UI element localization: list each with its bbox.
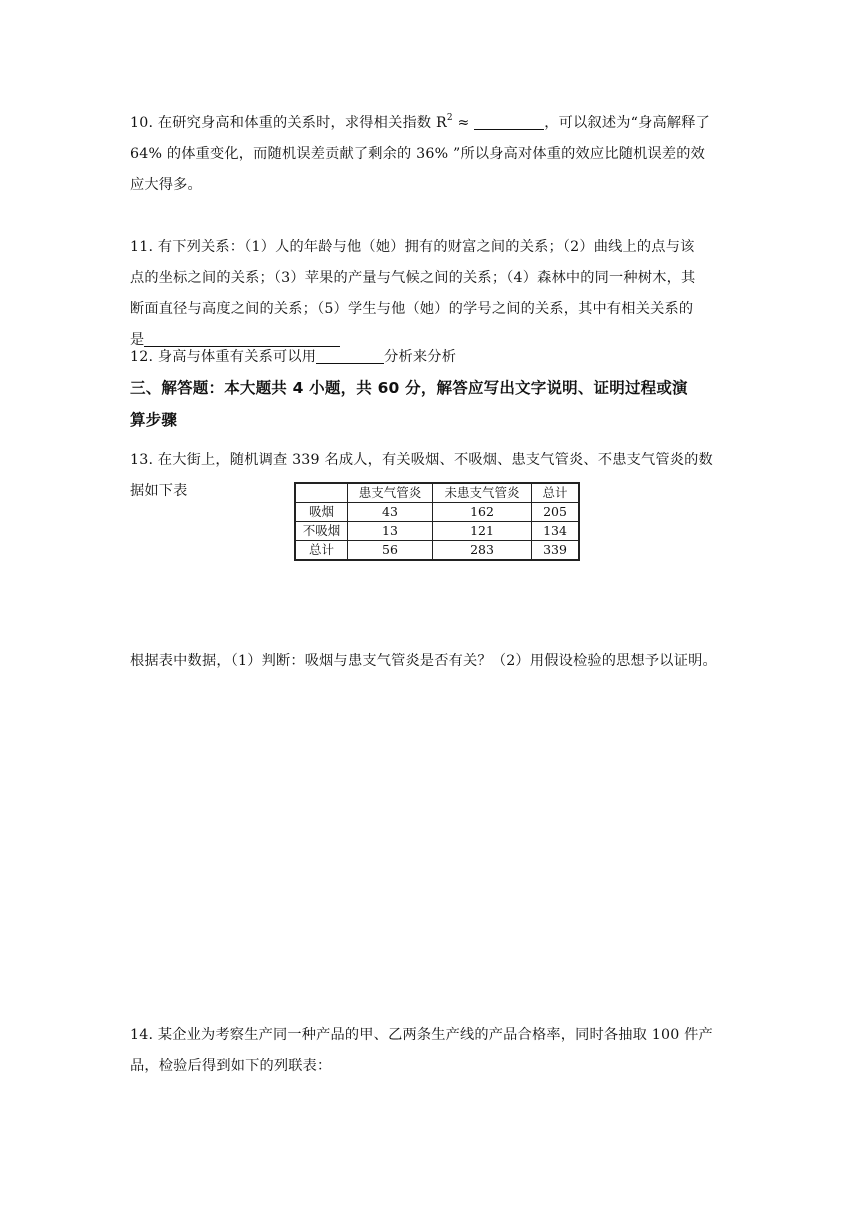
table-cell: 283	[433, 541, 532, 561]
table-header-cell: 未患支气管炎	[433, 483, 532, 503]
table-cell: 339	[532, 541, 580, 561]
q14-line-2: 品，检验后得到如下的列联表：	[130, 1058, 332, 1074]
table-row	[295, 503, 579, 522]
table-cell: 134	[532, 522, 580, 541]
question-12	[130, 342, 738, 373]
table-header-cell: 总计	[532, 483, 580, 503]
question-14	[130, 1020, 738, 1082]
q11-line-1: 11. 有下列关系：（1）人的年龄与他（她）拥有的财富之间的关系；（2）曲线上的点与该	[130, 239, 695, 255]
q14-line-1: 14. 某企业为考察生产同一种产品的甲、乙两条生产线的产品合格率，同时各抽取 100 件产	[130, 1027, 713, 1043]
q13-question	[130, 646, 750, 677]
table-cell: 不吸烟	[295, 522, 348, 541]
table-header-cell	[295, 483, 348, 503]
q13-question-line: 根据表中数据，（1）判断：吸烟与患支气管炎是否有关？（2）用假设检验的思想予以证明。	[130, 653, 717, 669]
table-row	[295, 522, 579, 541]
q12-line-1: 12. 身高与体重有关系可以用 分析来分析	[130, 349, 457, 365]
table-cell: 13	[348, 522, 433, 541]
question-10	[130, 108, 738, 201]
table-cell: 121	[433, 522, 532, 541]
q11-line-4: 是	[130, 325, 738, 356]
q11-line-3: 断面直径与高度之间的关系；（5）学生与他（她）的学号之间的关系，其中有相关关系的	[130, 301, 694, 317]
q10-answer-blank[interactable]	[474, 113, 544, 130]
table-cell: 162	[433, 503, 532, 522]
section-3-heading	[130, 372, 738, 436]
table-cell: 吸烟	[295, 503, 348, 522]
table-header-row	[295, 483, 579, 503]
q13-line-1: 13. 在大街上，随机调查 339 名成人，有关吸烟、不吸烟、患支气管炎、不患支气管炎的数	[130, 452, 713, 468]
q13-line-2: 据如下表	[130, 483, 188, 499]
smoking-bronchitis-table	[294, 482, 580, 561]
table-row	[295, 541, 579, 561]
question-11	[130, 232, 738, 356]
q11-line-2: 点的坐标之间的关系；（3）苹果的产量与气候之间的关系；（4）森林中的同一种树木，其	[130, 270, 696, 286]
table-cell: 43	[348, 503, 433, 522]
q10-line-3: 应大得多。	[130, 177, 202, 193]
section-3-line-2: 算步骤	[130, 411, 178, 429]
table-cell: 总计	[295, 541, 348, 561]
q10-line-1: 10. 在研究身高和体重的关系时，求得相关指数 $R^2$ ≈ ，可以叙述为“身高解释了	[130, 113, 711, 131]
q10-line-2: 64% 的体重变化，而随机误差贡献了剩余的 36% ”所以身高对体重的效应比随机误差的效	[130, 146, 706, 162]
table-header-cell: 患支气管炎	[348, 483, 433, 503]
table-cell: 205	[532, 503, 580, 522]
section-3-line-1: 三、解答题：本大题共 4 小题，共 60 分，解答应写出文字说明、证明过程或演	[130, 379, 688, 397]
q12-answer-blank[interactable]	[316, 347, 384, 364]
table-cell: 56	[348, 541, 433, 561]
